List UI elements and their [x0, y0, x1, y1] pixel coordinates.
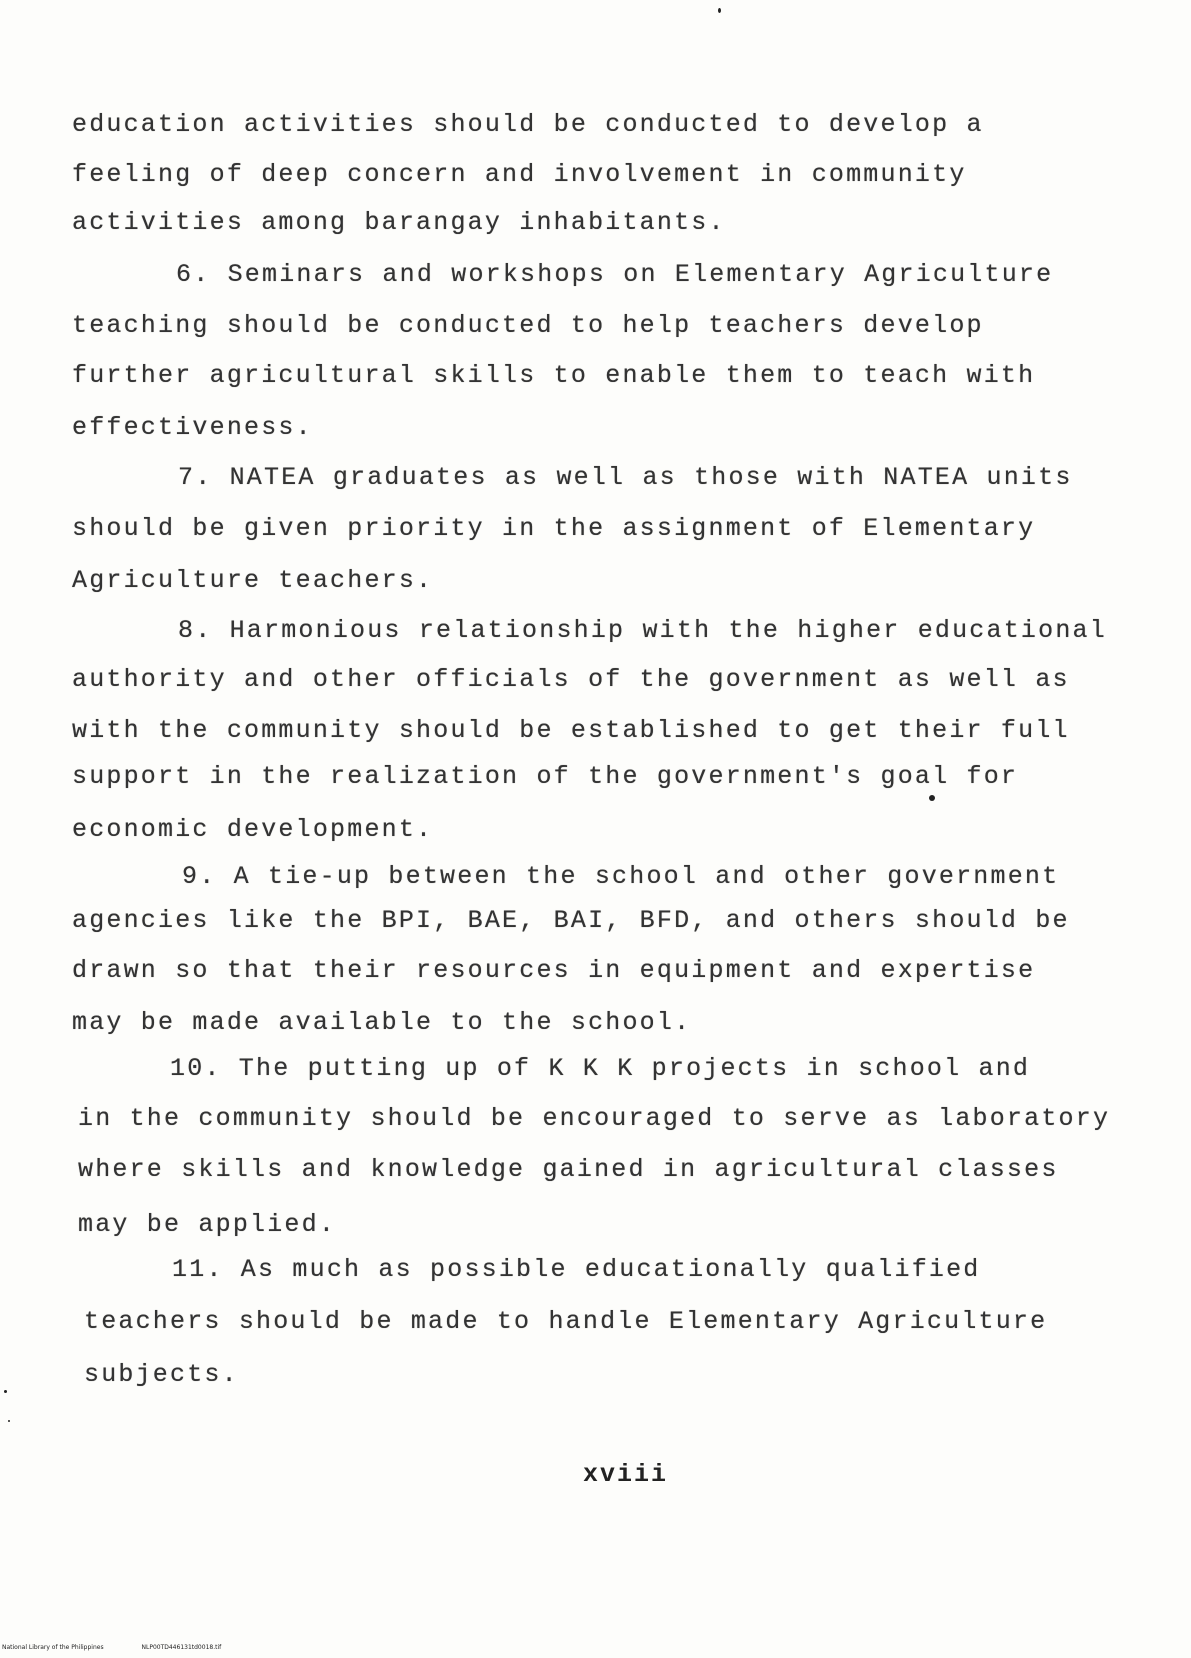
text-line: further agricultural skills to enable them to teach with	[72, 361, 1036, 390]
file-id: NLP00TD446131td0018.tif	[141, 1644, 222, 1651]
text-line: may be applied.	[78, 1210, 337, 1239]
recommendation-7-line: 7. NATEA graduates as well as those with NATEA units	[178, 463, 1073, 492]
text-line: subjects.	[84, 1360, 239, 1389]
scan-speck	[8, 1420, 10, 1422]
recommendation-9-line: 9. A tie-up between the school and other government	[182, 862, 1060, 891]
text-line: agencies like the BPI, BAE, BAI, BFD, and others should be	[72, 906, 1070, 935]
text-line: authority and other officials of the government as well as	[72, 665, 1070, 694]
text-line: activities among barangay inhabitants.	[72, 208, 726, 237]
text-line: feeling of deep concern and involvement in community	[72, 160, 967, 189]
text-line: drawn so that their resources in equipment and expertise	[72, 956, 1036, 985]
recommendation-8-line: 8. Harmonious relationship with the higher educational	[178, 616, 1107, 645]
text-line: teachers should be made to handle Elementary Agriculture	[84, 1307, 1048, 1336]
text-line: effectiveness.	[72, 413, 313, 442]
scan-speck	[929, 795, 935, 801]
text-line: in the community should be encouraged to serve as laboratory	[78, 1104, 1111, 1133]
scan-speck	[4, 1390, 7, 1393]
text-line: education activities should be conducted to develop a	[72, 110, 984, 139]
text-line: support in the realization of the government's goal for	[72, 762, 1019, 791]
text-line: teaching should be conducted to help teachers develop	[72, 311, 984, 340]
text-line: may be made available to the school.	[72, 1008, 692, 1037]
scan-speck	[718, 8, 721, 13]
page-number: xviii	[583, 1460, 669, 1489]
text-line: with the community should be established to get their full	[72, 716, 1070, 745]
recommendation-6-line: 6. Seminars and workshops on Elementary Agriculture	[176, 260, 1054, 289]
text-line: should be given priority in the assignment of Elementary	[72, 514, 1036, 543]
recommendation-11-line: 11. As much as possible educationally qualified	[172, 1255, 981, 1284]
text-line: Agriculture teachers.	[72, 566, 434, 595]
scan-footer	[2, 1644, 257, 1651]
recommendation-10-line: 10. The putting up of K K K projects in school and	[170, 1054, 1031, 1083]
library-credit: National Library of the Philippines	[2, 1644, 104, 1651]
text-line: where skills and knowledge gained in agricultural classes	[78, 1155, 1059, 1184]
text-line: economic development.	[72, 815, 434, 844]
